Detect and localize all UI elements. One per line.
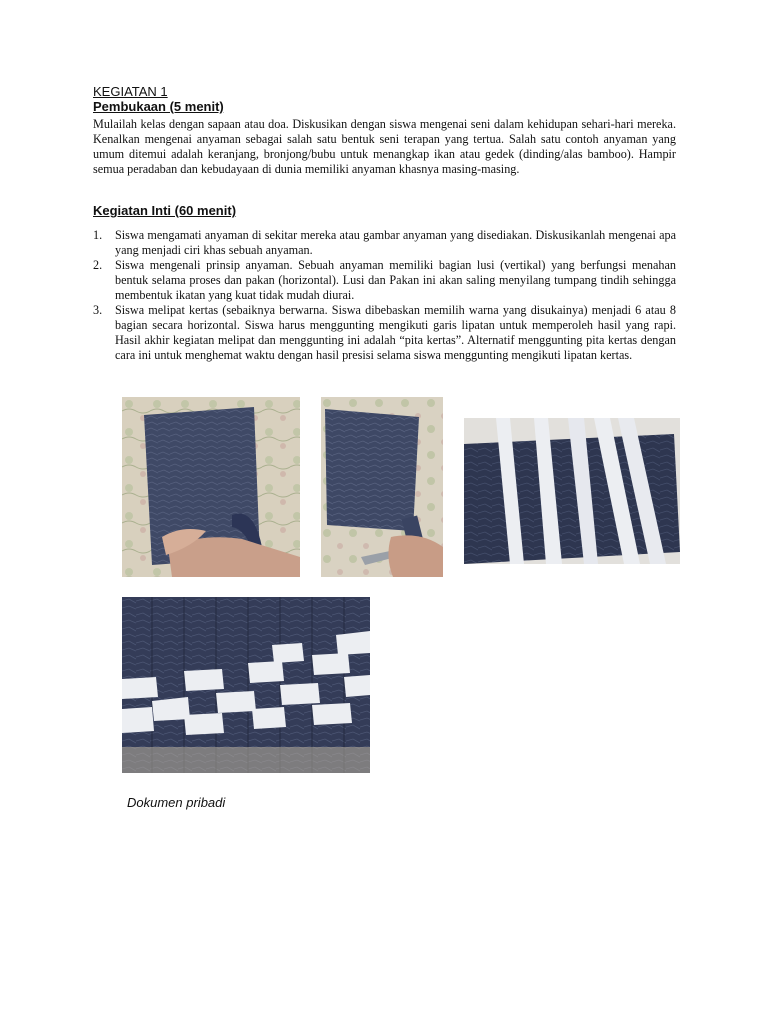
photo-paper-strips [464, 418, 680, 564]
step-number: 3. [93, 303, 103, 317]
photo-woven-result [122, 597, 370, 773]
opening-heading: Pembukaan (5 menit) [93, 99, 224, 114]
photo-caption: Dokumen pribadi [127, 795, 226, 810]
opening-paragraph: Mulailah kelas dengan sapaan atau doa. Diskusikan dengan siswa mengenai seni dalam kehidupan sehari-hari mereka. Kenalkan mengenai anyaman sebagai salah satu bentuk seni terapan yang tertua. Salah satu contoh anyaman yang umum ditemui adalah keranjang, bronjong/bubu untuk menangkap ikan atau gedek (dinding/alas bamboo). Hampir semua peradaban dan kebudayaan di dunia memiliki anyaman khasnya masing-masing. [93, 117, 676, 176]
step-number: 2. [93, 258, 103, 272]
step-item [93, 303, 676, 363]
main-activity-heading: Kegiatan Inti (60 menit) [93, 203, 237, 218]
photo-folded-paper-art [122, 397, 300, 577]
step-text: Siswa mengamati anyaman di sekitar mereka atau gambar anyaman yang disediakan. Diskusikanlah mengenai apa yang menjadi ciri khas sebuah anyaman. [115, 228, 676, 257]
step-text: Siswa mengenali prinsip anyaman. Sebuah anyaman memiliki bagian lusi (vertikal) yang berfungsi menahan bentuk selama proses dan pakan (horizontal). Lusi dan Pakan ini akan saling menyilang tumpang tindih sehingga membentuk ikatan yang kuat tidak mudah diurai. [115, 258, 676, 302]
activity-title: KEGIATAN 1 [93, 84, 168, 99]
step-text: Siswa melipat kertas (sebaiknya berwarna. Siswa dibebaskan memilih warna yang disukainya) menjadi 6 atau 8 bagian secara horizontal. Siswa harus menggunting mengikuti garis lipatan untuk memperoleh hasil yang rapi. Hasil akhir kegiatan melipat dan menggunting ini adalah “pita kertas”. Alternatif menggunting pita kertas dengan cara ini untuk menghemat waktu dengan hasil presisi selama siswa menggunting mengikuti lipatan kertas. [115, 303, 676, 362]
photo-paper-strips-art [464, 418, 680, 564]
photo-cutting-paper-art [321, 397, 443, 577]
step-item [93, 258, 676, 303]
photo-cutting-paper [321, 397, 443, 577]
step-item [93, 228, 676, 258]
photo-folded-paper [122, 397, 300, 577]
photo-woven-result-art [122, 597, 370, 773]
steps-list [93, 228, 676, 363]
step-number: 1. [93, 228, 103, 242]
